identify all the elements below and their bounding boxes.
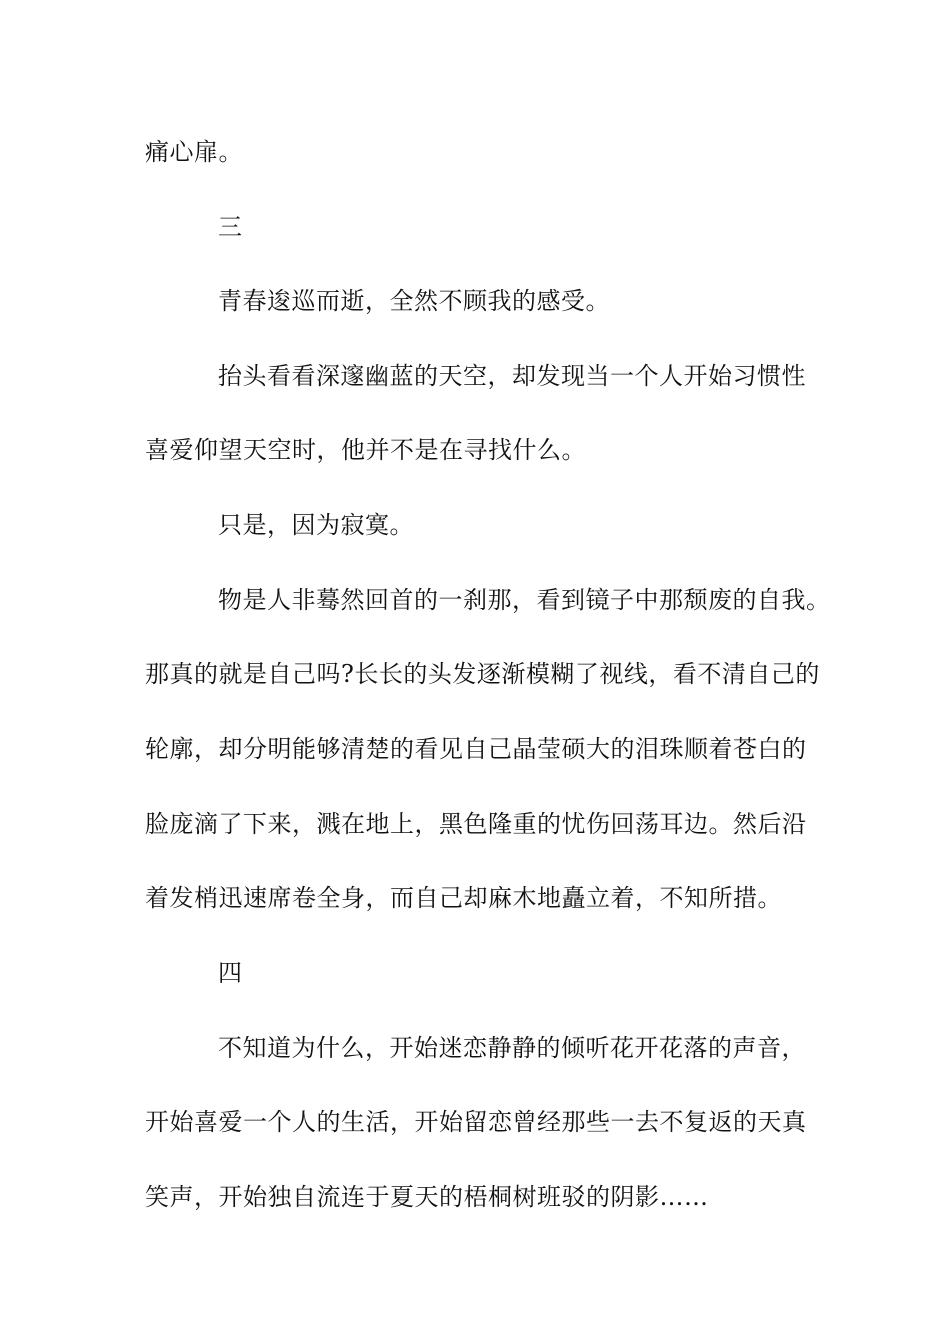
paragraph-line: 喜爱仰望天空时，他并不是在寻找什么。 bbox=[145, 436, 586, 464]
paragraph-line: 着发梢迅速席卷全身，而自己却麻木地矗立着，不知所措。 bbox=[145, 884, 782, 912]
paragraph-line: 笑声，开始独自流连于夏天的梧桐树班驳的阴影…… bbox=[145, 1183, 709, 1211]
paragraph-line: 开始喜爱一个人的生活，开始留恋曾经那些一去不复返的天真 bbox=[145, 1108, 807, 1136]
section-heading: 三 bbox=[218, 213, 243, 241]
paragraph-line: 脸庞滴了下来，溅在地上，黑色隆重的忧伤回荡耳边。然后沿 bbox=[145, 810, 807, 838]
paragraph-line: 只是，因为寂寞。 bbox=[218, 511, 414, 539]
paragraph-line: 不知道为什么，开始迷恋静静的倾听花开花落的声音， bbox=[218, 1034, 806, 1062]
paragraph-line: 轮廓，却分明能够清楚的看见自己晶莹硕大的泪珠顺着苍白的 bbox=[145, 735, 807, 763]
paragraph-line: 抬头看看深邃幽蓝的天空，却发现当一个人开始习惯性 bbox=[218, 362, 806, 390]
text-line: 痛心扉。 bbox=[145, 138, 243, 166]
paragraph-line: 物是人非蓦然回首的一刹那，看到镜子中那颓废的自我。 bbox=[218, 586, 831, 614]
section-heading: 四 bbox=[218, 959, 243, 987]
paragraph-line: 青春逡巡而逝，全然不顾我的感受。 bbox=[218, 287, 610, 315]
paragraph-line: 那真的就是自己吗?长长的头发逐渐模糊了视线，看不清自己的 bbox=[145, 660, 820, 688]
